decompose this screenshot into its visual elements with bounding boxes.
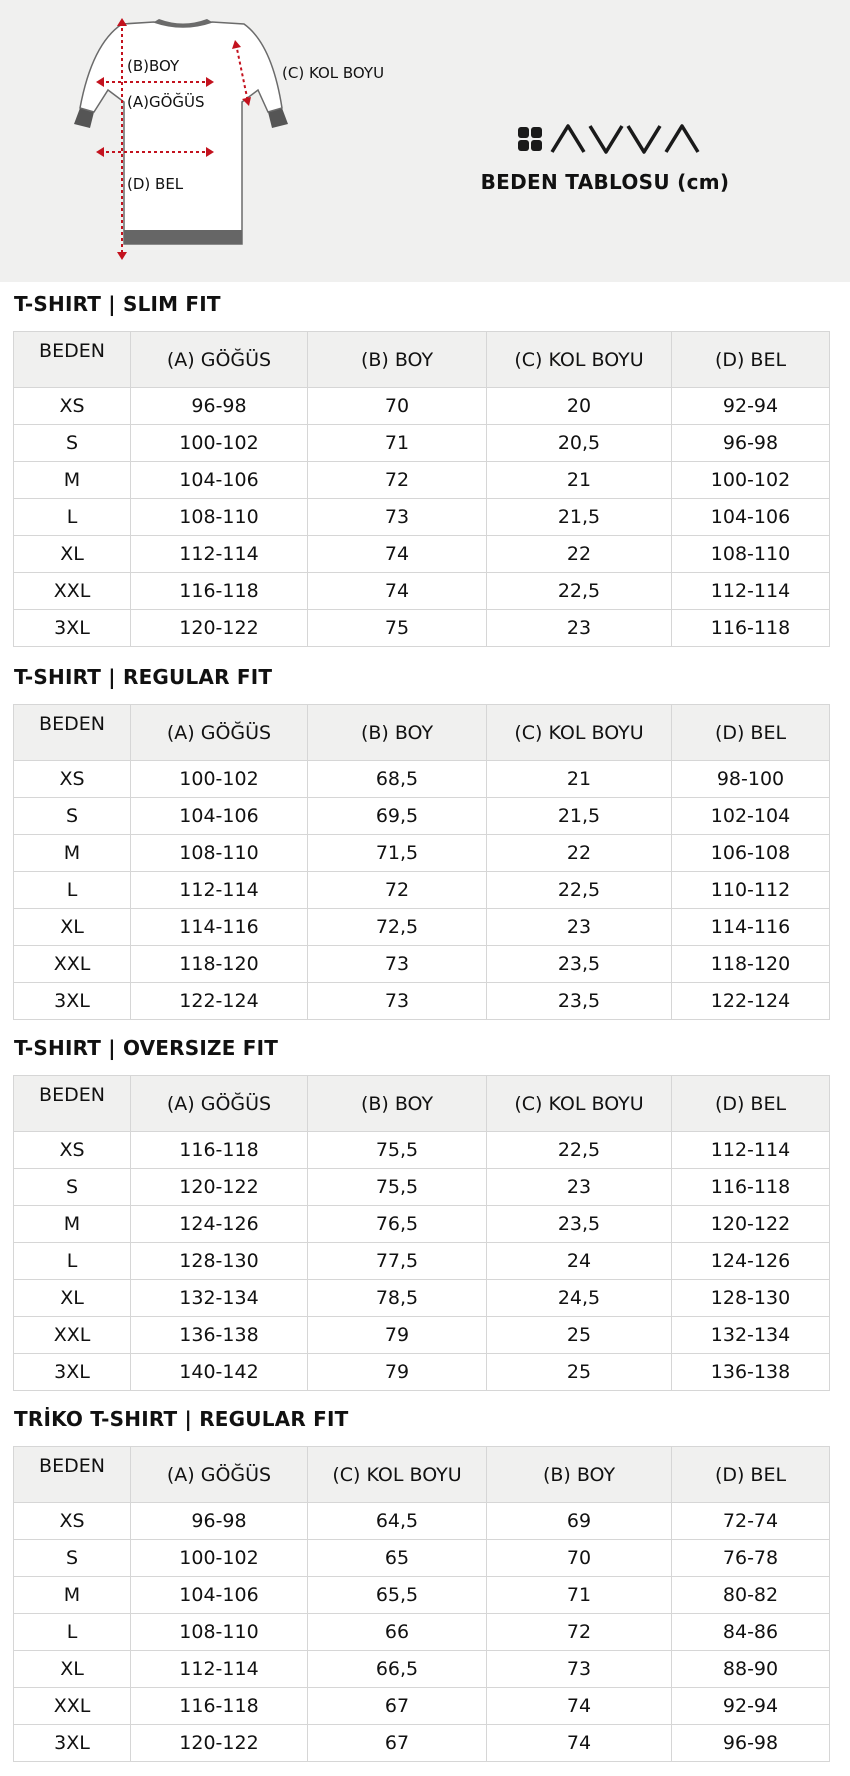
value-cell: 77,5 [308, 1243, 487, 1280]
section-title-slim-fit: T-SHIRT | SLIM FIT [14, 292, 221, 316]
value-cell: 71,5 [308, 835, 487, 872]
value-cell: 64,5 [308, 1503, 487, 1540]
value-cell: 132-134 [131, 1280, 308, 1317]
value-cell: 104-106 [131, 462, 308, 499]
column-header: (C) KOL BOYU [487, 332, 672, 388]
value-cell: 84-86 [672, 1614, 830, 1651]
value-cell: 75 [308, 610, 487, 647]
table-row [14, 1614, 830, 1651]
table-row [14, 1725, 830, 1762]
value-cell: 128-130 [131, 1243, 308, 1280]
size-cell: M [14, 835, 131, 872]
size-cell: S [14, 425, 131, 462]
table-row [14, 536, 830, 573]
size-cell: XXL [14, 573, 131, 610]
value-cell: 69 [487, 1503, 672, 1540]
size-cell: L [14, 1614, 131, 1651]
size-cell: XXL [14, 1688, 131, 1725]
value-cell: 136-138 [672, 1354, 830, 1391]
value-cell: 74 [487, 1688, 672, 1725]
value-cell: 118-120 [672, 946, 830, 983]
avva-logo [510, 120, 730, 160]
value-cell: 24 [487, 1243, 672, 1280]
table-row [14, 1688, 830, 1725]
size-cell: XL [14, 1651, 131, 1688]
value-cell: 74 [487, 1725, 672, 1762]
value-cell: 140-142 [131, 1354, 308, 1391]
table-row [14, 1206, 830, 1243]
size-cell: XL [14, 536, 131, 573]
table-row [14, 610, 830, 647]
size-cell: S [14, 1540, 131, 1577]
value-cell: 24,5 [487, 1280, 672, 1317]
value-cell: 69,5 [308, 798, 487, 835]
column-header: BEDEN [14, 1076, 131, 1132]
column-header: (D) BEL [672, 332, 830, 388]
table-row [14, 1243, 830, 1280]
table-row [14, 761, 830, 798]
value-cell: 116-118 [672, 1169, 830, 1206]
table-row [14, 462, 830, 499]
value-cell: 104-106 [131, 798, 308, 835]
value-cell: 100-102 [131, 425, 308, 462]
size-chart-title: BEDEN TABLOSU (cm) [480, 170, 730, 194]
value-cell: 108-110 [131, 835, 308, 872]
value-cell: 116-118 [131, 1132, 308, 1169]
tshirt-measurement-diagram [70, 16, 410, 266]
value-cell: 80-82 [672, 1577, 830, 1614]
value-cell: 108-110 [131, 499, 308, 536]
value-cell: 73 [308, 499, 487, 536]
table-header-row [14, 1447, 830, 1503]
table-row [14, 946, 830, 983]
value-cell: 74 [308, 573, 487, 610]
size-cell: M [14, 462, 131, 499]
size-cell: 3XL [14, 1354, 131, 1391]
table-header-row [14, 332, 830, 388]
size-cell: S [14, 798, 131, 835]
column-header: (C) KOL BOYU [487, 1076, 672, 1132]
size-cell: M [14, 1206, 131, 1243]
table-row [14, 1503, 830, 1540]
boy-label: (B)BOY [127, 57, 180, 75]
value-cell: 79 [308, 1317, 487, 1354]
value-cell: 20 [487, 388, 672, 425]
table-row [14, 1651, 830, 1688]
size-table-triko-regular-fit [13, 1446, 830, 1762]
value-cell: 74 [308, 536, 487, 573]
value-cell: 72 [487, 1614, 672, 1651]
size-table-regular-fit [13, 704, 830, 1020]
value-cell: 118-120 [131, 946, 308, 983]
value-cell: 104-106 [131, 1577, 308, 1614]
column-header: (A) GÖĞÜS [131, 1076, 308, 1132]
value-cell: 120-122 [131, 1725, 308, 1762]
size-cell: XS [14, 1132, 131, 1169]
value-cell: 112-114 [131, 536, 308, 573]
size-cell: L [14, 499, 131, 536]
size-cell: XL [14, 1280, 131, 1317]
table-row [14, 425, 830, 462]
column-header: (B) BOY [308, 332, 487, 388]
table-row [14, 499, 830, 536]
value-cell: 75,5 [308, 1132, 487, 1169]
value-cell: 100-102 [131, 1540, 308, 1577]
value-cell: 96-98 [672, 425, 830, 462]
value-cell: 120-122 [672, 1206, 830, 1243]
value-cell: 92-94 [672, 1688, 830, 1725]
size-cell: L [14, 1243, 131, 1280]
size-cell: XL [14, 909, 131, 946]
table-row [14, 1132, 830, 1169]
table-row [14, 573, 830, 610]
value-cell: 21 [487, 462, 672, 499]
value-cell: 70 [308, 388, 487, 425]
value-cell: 124-126 [131, 1206, 308, 1243]
value-cell: 72 [308, 872, 487, 909]
value-cell: 23 [487, 909, 672, 946]
value-cell: 122-124 [131, 983, 308, 1020]
value-cell: 66 [308, 1614, 487, 1651]
size-cell: XS [14, 388, 131, 425]
column-header: (A) GÖĞÜS [131, 332, 308, 388]
value-cell: 128-130 [672, 1280, 830, 1317]
value-cell: 73 [308, 946, 487, 983]
value-cell: 114-116 [131, 909, 308, 946]
value-cell: 21 [487, 761, 672, 798]
size-cell: 3XL [14, 983, 131, 1020]
value-cell: 112-114 [672, 1132, 830, 1169]
column-header: (D) BEL [672, 1447, 830, 1503]
value-cell: 70 [487, 1540, 672, 1577]
value-cell: 67 [308, 1725, 487, 1762]
column-header: (B) BOY [487, 1447, 672, 1503]
value-cell: 71 [308, 425, 487, 462]
size-table-oversize-fit [13, 1075, 830, 1391]
value-cell: 76,5 [308, 1206, 487, 1243]
value-cell: 96-98 [672, 1725, 830, 1762]
value-cell: 23,5 [487, 1206, 672, 1243]
value-cell: 66,5 [308, 1651, 487, 1688]
size-cell: 3XL [14, 1725, 131, 1762]
value-cell: 132-134 [672, 1317, 830, 1354]
value-cell: 116-118 [131, 573, 308, 610]
column-header: (C) KOL BOYU [308, 1447, 487, 1503]
value-cell: 122-124 [672, 983, 830, 1020]
table-header-row [14, 1076, 830, 1132]
value-cell: 92-94 [672, 388, 830, 425]
value-cell: 75,5 [308, 1169, 487, 1206]
value-cell: 22,5 [487, 872, 672, 909]
size-cell: M [14, 1577, 131, 1614]
value-cell: 21,5 [487, 499, 672, 536]
value-cell: 100-102 [131, 761, 308, 798]
column-header: (D) BEL [672, 1076, 830, 1132]
table-row [14, 1317, 830, 1354]
value-cell: 106-108 [672, 835, 830, 872]
table-row [14, 909, 830, 946]
column-header: BEDEN [14, 332, 131, 388]
value-cell: 72,5 [308, 909, 487, 946]
table-row [14, 798, 830, 835]
gogus-label: (A)GÖĞÜS [127, 93, 205, 111]
size-cell: XXL [14, 1317, 131, 1354]
size-cell: XS [14, 1503, 131, 1540]
value-cell: 72-74 [672, 1503, 830, 1540]
size-cell: L [14, 872, 131, 909]
value-cell: 136-138 [131, 1317, 308, 1354]
table-row [14, 388, 830, 425]
column-header: (C) KOL BOYU [487, 705, 672, 761]
size-cell: XXL [14, 946, 131, 983]
value-cell: 23 [487, 610, 672, 647]
value-cell: 23,5 [487, 946, 672, 983]
value-cell: 23 [487, 1169, 672, 1206]
value-cell: 22 [487, 835, 672, 872]
size-cell: S [14, 1169, 131, 1206]
value-cell: 25 [487, 1354, 672, 1391]
size-cell: 3XL [14, 610, 131, 647]
value-cell: 65 [308, 1540, 487, 1577]
value-cell: 112-114 [672, 573, 830, 610]
tshirt-body [80, 22, 282, 244]
value-cell: 104-106 [672, 499, 830, 536]
value-cell: 76-78 [672, 1540, 830, 1577]
value-cell: 124-126 [672, 1243, 830, 1280]
size-guide-header [0, 0, 850, 282]
value-cell: 22,5 [487, 1132, 672, 1169]
size-table-slim-fit [13, 331, 830, 647]
value-cell: 71 [487, 1577, 672, 1614]
value-cell: 72 [308, 462, 487, 499]
table-header-row [14, 705, 830, 761]
section-title-oversize-fit: T-SHIRT | OVERSIZE FIT [14, 1036, 279, 1060]
column-header: (A) GÖĞÜS [131, 705, 308, 761]
hem-band [124, 230, 242, 244]
value-cell: 112-114 [131, 872, 308, 909]
table-row [14, 1540, 830, 1577]
value-cell: 120-122 [131, 610, 308, 647]
table-row [14, 1169, 830, 1206]
value-cell: 65,5 [308, 1577, 487, 1614]
table-row [14, 983, 830, 1020]
value-cell: 21,5 [487, 798, 672, 835]
value-cell: 112-114 [131, 1651, 308, 1688]
column-header: (A) GÖĞÜS [131, 1447, 308, 1503]
value-cell: 78,5 [308, 1280, 487, 1317]
value-cell: 96-98 [131, 1503, 308, 1540]
size-cell: XS [14, 761, 131, 798]
value-cell: 120-122 [131, 1169, 308, 1206]
value-cell: 98-100 [672, 761, 830, 798]
table-row [14, 1354, 830, 1391]
value-cell: 73 [487, 1651, 672, 1688]
value-cell: 108-110 [672, 536, 830, 573]
value-cell: 116-118 [672, 610, 830, 647]
value-cell: 20,5 [487, 425, 672, 462]
value-cell: 88-90 [672, 1651, 830, 1688]
column-header: BEDEN [14, 1447, 131, 1503]
value-cell: 73 [308, 983, 487, 1020]
value-cell: 25 [487, 1317, 672, 1354]
value-cell: 108-110 [131, 1614, 308, 1651]
table-row [14, 1577, 830, 1614]
value-cell: 23,5 [487, 983, 672, 1020]
table-row [14, 835, 830, 872]
column-header: (B) BOY [308, 1076, 487, 1132]
table-row [14, 872, 830, 909]
value-cell: 68,5 [308, 761, 487, 798]
value-cell: 116-118 [131, 1688, 308, 1725]
section-title-regular-fit: T-SHIRT | REGULAR FIT [14, 665, 273, 689]
value-cell: 96-98 [131, 388, 308, 425]
column-header: (D) BEL [672, 705, 830, 761]
value-cell: 67 [308, 1688, 487, 1725]
value-cell: 22,5 [487, 573, 672, 610]
section-title-triko-regular-fit: TRİKO T-SHIRT | REGULAR FIT [14, 1407, 349, 1431]
column-header: (B) BOY [308, 705, 487, 761]
value-cell: 79 [308, 1354, 487, 1391]
value-cell: 100-102 [672, 462, 830, 499]
value-cell: 114-116 [672, 909, 830, 946]
bel-label: (D) BEL [127, 175, 184, 193]
column-header: BEDEN [14, 705, 131, 761]
value-cell: 110-112 [672, 872, 830, 909]
value-cell: 102-104 [672, 798, 830, 835]
table-row [14, 1280, 830, 1317]
value-cell: 22 [487, 536, 672, 573]
kol-label: (C) KOL BOYU [282, 64, 385, 82]
